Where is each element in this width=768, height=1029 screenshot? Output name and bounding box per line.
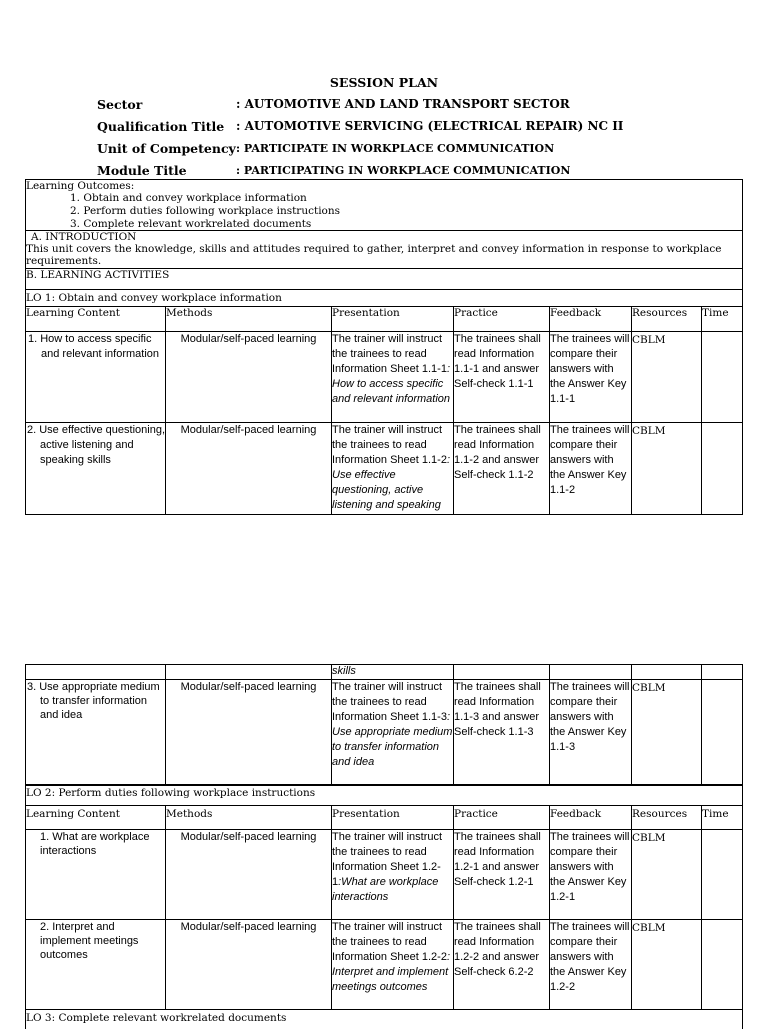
method-cell: Modular/self-paced learning (166, 423, 332, 515)
feedback-cell: The trainees will compare their answers with the Answer Key 1.1-3 (550, 680, 632, 786)
learning-activities-heading: B. LEARNING ACTIVITIES (26, 269, 170, 281)
method-cell: Modular/self-paced learning (166, 680, 332, 786)
resources-cell: CBLM (632, 423, 702, 515)
unit-label: Unit of Competency (97, 141, 236, 156)
learning-outcome-3: 3. Complete relevant workrelated documents (70, 218, 312, 230)
table-row (26, 665, 743, 680)
sector-value: : AUTOMOTIVE AND LAND TRANSPORT SECTOR (236, 97, 570, 111)
module-value: : PARTICIPATING IN WORKPLACE COMMUNICATION (236, 164, 571, 177)
resources-cell: CBLM (632, 830, 702, 920)
col-presentation: Presentation (332, 806, 454, 830)
introduction-heading: A. INTRODUCTION (31, 231, 137, 243)
method-cell: Modular/self-paced learning (166, 920, 332, 1010)
table-row (26, 680, 743, 786)
feedback-cell: The trainees will compare their answers with the Answer Key 1.1-1 (550, 332, 632, 423)
lo2-box (25, 784, 743, 806)
introduction-text: This unit covers the knowledge, skills and attitudes required to gather, interpret and convey information in response to workplace requirements. (26, 243, 722, 267)
practice-cell: The trainees shall read Information 1.1-3 and answer Self-check 1.1-3 (454, 680, 550, 786)
practice-cell: The trainees shall read Information 1.1-2 and answer Self-check 1.1-2 (454, 423, 550, 515)
method-cell: Modular/self-paced learning (166, 332, 332, 423)
col-learning-content: Learning Content (26, 307, 166, 332)
table-header-row (26, 307, 743, 332)
resources-cell: CBLM (632, 920, 702, 1010)
feedback-cell: The trainees will compare their answers with the Answer Key 1.2-2 (550, 920, 632, 1010)
lo1-box (25, 289, 743, 307)
col-resources: Resources (632, 806, 702, 830)
lo3-box (25, 1009, 743, 1029)
col-time: Time (702, 307, 743, 332)
resources-cell: CBLM (632, 680, 702, 786)
practice-cell: The trainees shall read Information 1.2-2 and answer Self-check 6.2-2 (454, 920, 550, 1010)
feedback-cell: The trainees will compare their answers with the Answer Key 1.2-1 (550, 830, 632, 920)
method-cell: Modular/self-paced learning (166, 830, 332, 920)
time-cell (702, 423, 743, 515)
resources-cell: CBLM (632, 332, 702, 423)
col-presentation: Presentation (332, 307, 454, 332)
table-row (26, 423, 743, 515)
learning-content-cell: 3. Use appropriate medium to transfer information and idea (26, 680, 166, 786)
module-label: Module Title (97, 163, 187, 178)
time-cell (702, 680, 743, 786)
col-time: Time (702, 806, 743, 830)
learning-activities-box (25, 268, 743, 290)
lo3-heading: LO 3: Complete relevant workrelated documents (26, 1012, 287, 1024)
learning-content-cell: 1. What are workplace interactions (26, 830, 166, 920)
learning-outcomes-label: Learning Outcomes: (26, 180, 135, 192)
lo1-heading: LO 1: Obtain and convey workplace information (26, 292, 282, 304)
continuation-table (25, 664, 743, 786)
practice-cell: The trainees shall read Information 1.1-1 and answer Self-check 1.1-1 (454, 332, 550, 423)
lo1-table (25, 306, 743, 515)
table-row (26, 830, 743, 920)
presentation-cell: The trainer will instruct the trainees to read Information Sheet 1.1-1: How to access specific and relevant information (332, 332, 454, 423)
learning-outcomes-box (25, 179, 743, 231)
carry-over-cell: skills (332, 665, 454, 680)
learning-content-cell: 2. Use effective questioning, active listening and speaking skills (26, 423, 166, 515)
learning-content-cell: 1. How to access specific and relevant information (26, 332, 166, 423)
presentation-cell: The trainer will instruct the trainees to read Information Sheet 1.2-2: Interpret and implement meetings outcomes (332, 920, 454, 1010)
col-methods: Methods (166, 307, 332, 332)
time-cell (702, 920, 743, 1010)
unit-value: : PARTICIPATE IN WORKPLACE COMMUNICATION (236, 142, 555, 155)
table-row (26, 332, 743, 423)
time-cell (702, 830, 743, 920)
time-cell (702, 332, 743, 423)
col-methods: Methods (166, 806, 332, 830)
learning-content-cell: 2. Interpret and implement meetings outcomes (26, 920, 166, 1010)
learning-outcome-2: 2. Perform duties following workplace instructions (70, 205, 341, 217)
lo2-heading: LO 2: Perform duties following workplace instructions (26, 787, 316, 799)
col-feedback: Feedback (550, 307, 632, 332)
lo2-table (25, 805, 743, 1010)
feedback-cell: The trainees will compare their answers with the Answer Key 1.1-2 (550, 423, 632, 515)
session-plan-title: SESSION PLAN (329, 75, 439, 90)
qualification-value: : AUTOMOTIVE SERVICING (ELECTRICAL REPAIR) NC II (236, 119, 624, 133)
col-learning-content: Learning Content (26, 806, 166, 830)
table-row (26, 920, 743, 1010)
presentation-cell: The trainer will instruct the trainees to read Information Sheet 1.1-3: Use appropriate medium to transfer information and idea (332, 680, 454, 786)
introduction-box (25, 230, 743, 269)
practice-cell: The trainees shall read Information 1.2-1 and answer Self-check 1.2-1 (454, 830, 550, 920)
presentation-cell: The trainer will instruct the trainees to read Information Sheet 1.1-2: Use effective questioning, active listening and speaking (332, 423, 454, 515)
col-practice: Practice (454, 307, 550, 332)
col-practice: Practice (454, 806, 550, 830)
qualification-label: Qualification Title (97, 119, 225, 134)
col-resources: Resources (632, 307, 702, 332)
learning-outcome-1: 1. Obtain and convey workplace information (70, 192, 307, 204)
table-header-row (26, 806, 743, 830)
presentation-cell: The trainer will instruct the trainees to read Information Sheet 1.2-1:What are workplace interactions (332, 830, 454, 920)
col-feedback: Feedback (550, 806, 632, 830)
sector-label: Sector (97, 97, 143, 112)
